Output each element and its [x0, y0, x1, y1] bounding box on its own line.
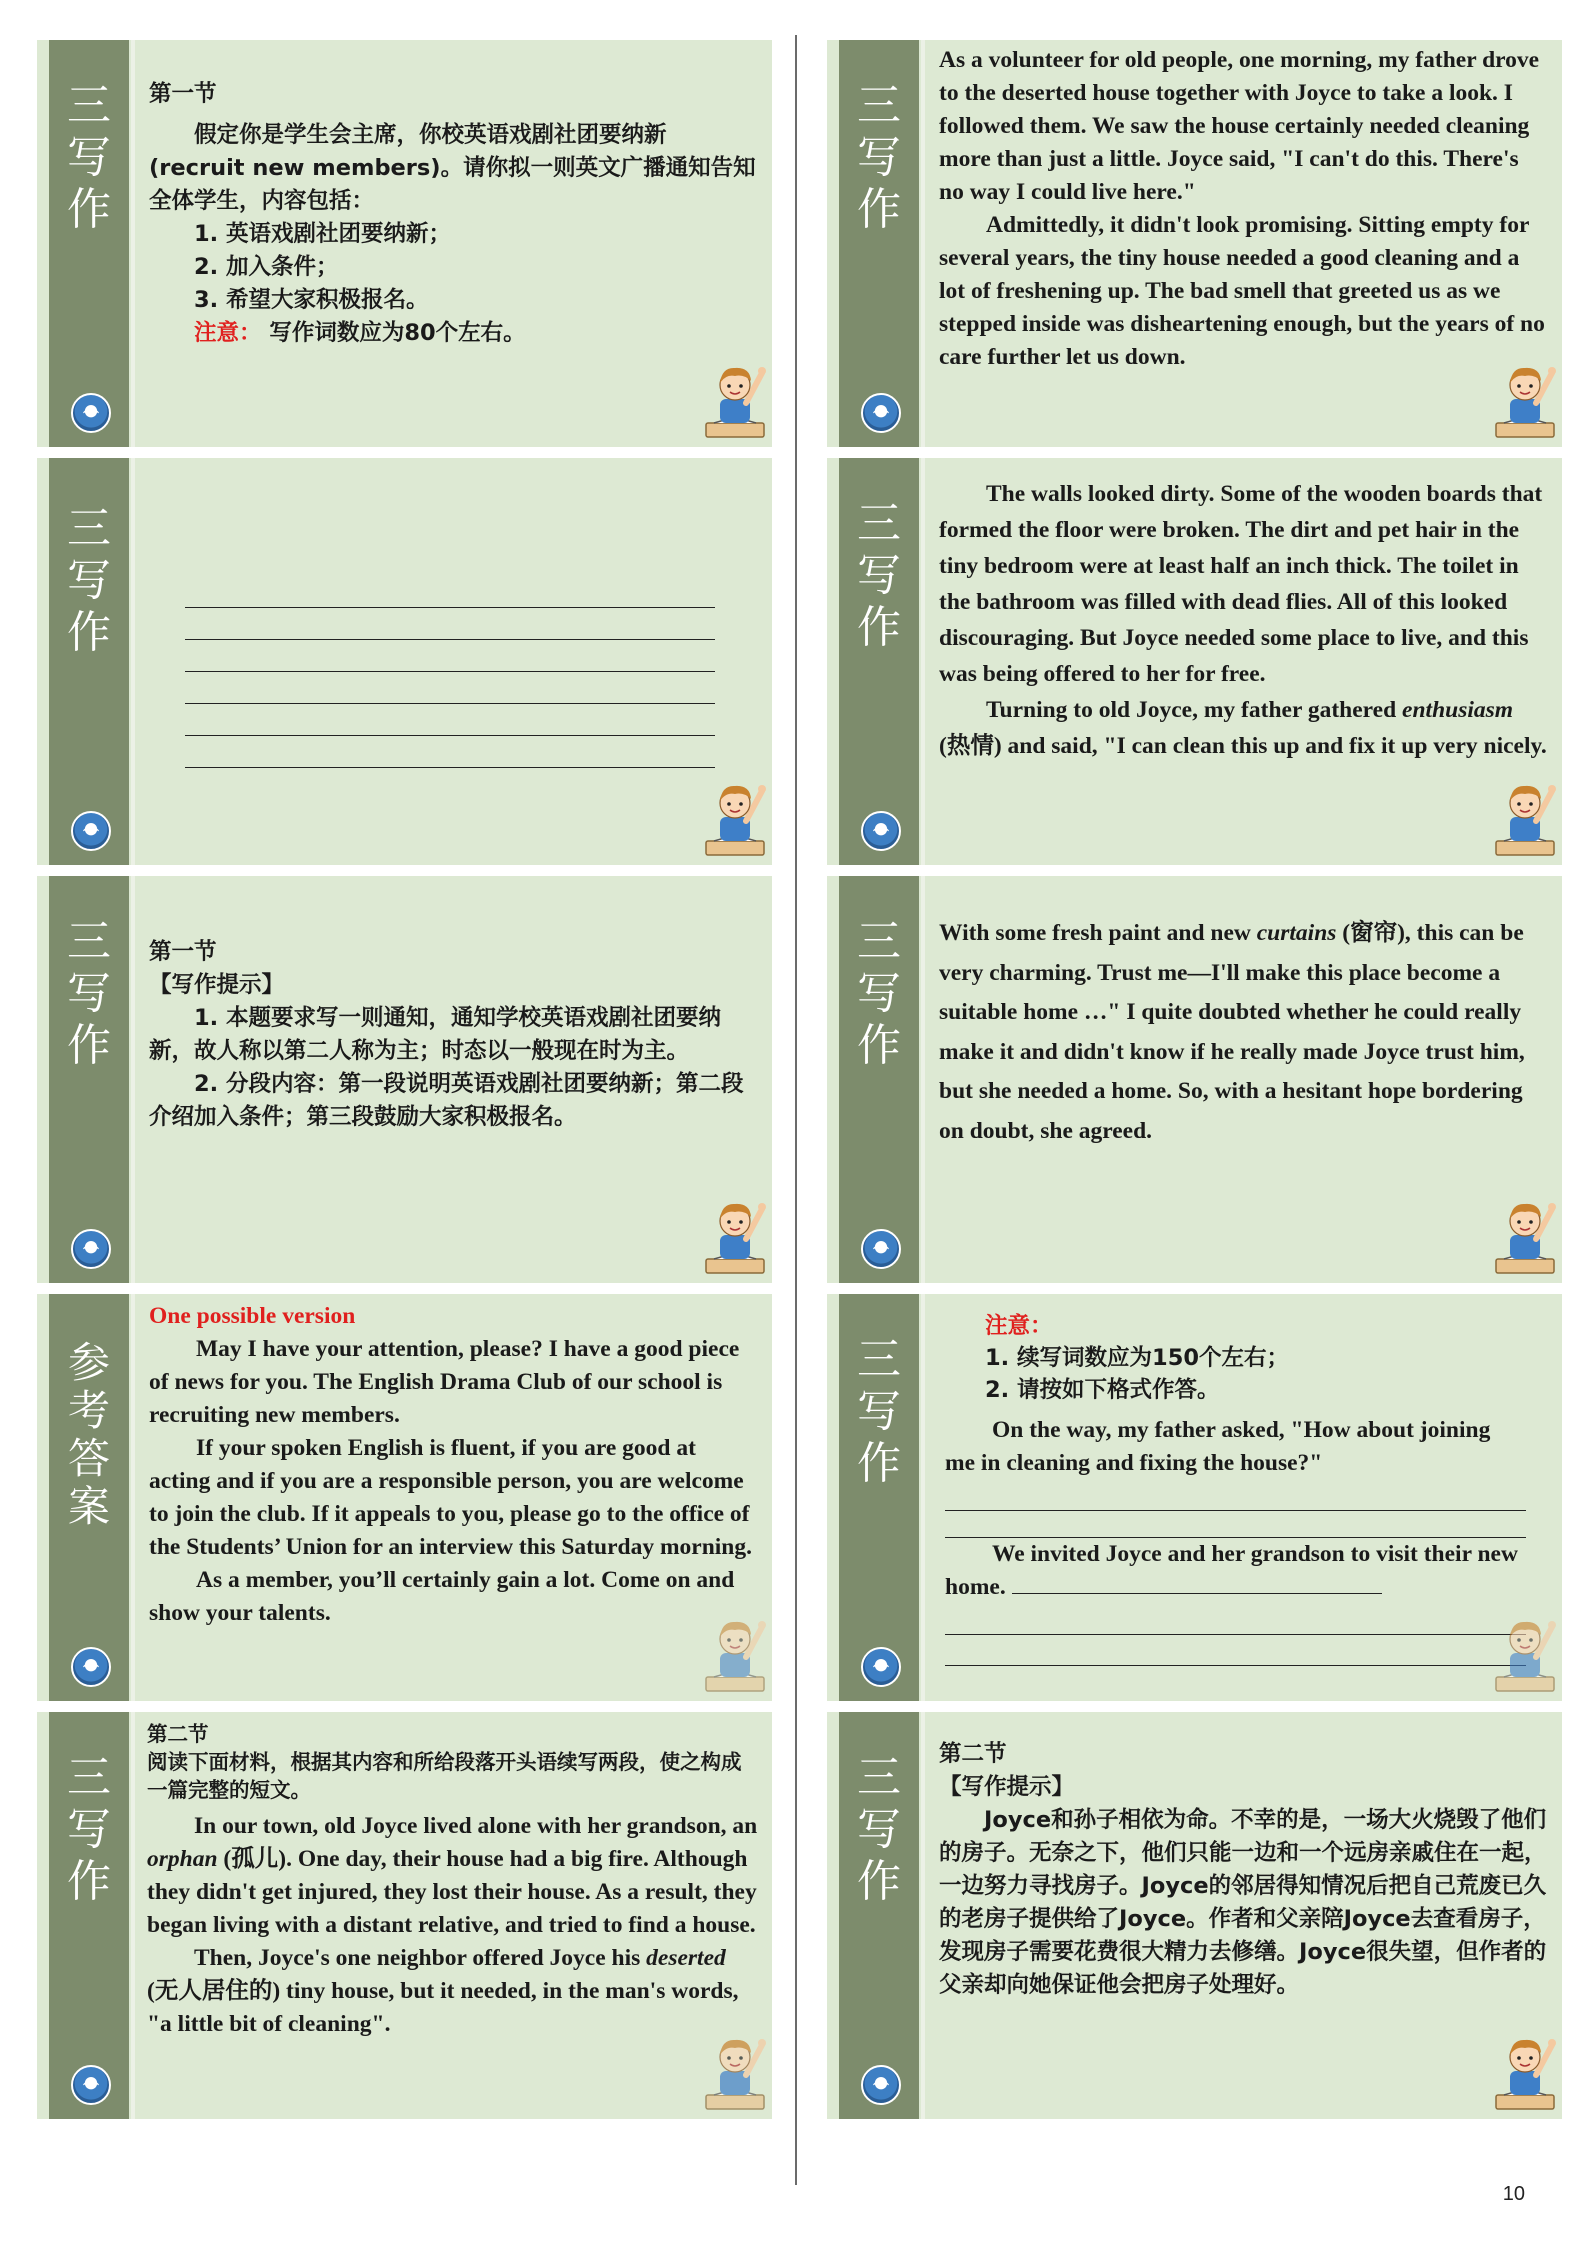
answer-paragraph: May I have your attention, please? I have a good piece of news for you. The English Drama Club of our school is recruiting new members. — [149, 1336, 740, 1428]
slide-continuation-material — [37, 1712, 772, 2119]
sidebar — [839, 1712, 919, 2119]
note-label: 注意： — [985, 1313, 1053, 1339]
slide-story-part-2 — [827, 458, 1562, 865]
answer-line[interactable] — [185, 608, 715, 640]
slide-continuation-format — [827, 1294, 1562, 1701]
slide-content — [939, 1738, 1548, 2002]
rule-item: 1. 续写词数应为150个左右； — [985, 1345, 1290, 1371]
sidebar — [49, 40, 129, 447]
answer-title: One possible version — [149, 1303, 356, 1329]
cartoon-student-mascot-icon — [702, 1613, 768, 1695]
note-text: 写作词数应为80个左右。 — [269, 320, 526, 346]
page-number: 10 — [1502, 2183, 1525, 2205]
sidebar-label: 三 写 作 — [67, 503, 111, 658]
answer-paragraph: As a member, you’ll certainly gain a lot. Come on and show your talents. — [149, 1567, 735, 1626]
sidebar-label: 三 写 作 — [857, 1752, 901, 1907]
sidebar — [839, 458, 919, 865]
slide-story-part-3 — [827, 876, 1562, 1283]
story-paragraph: Admittedly, it didn't look promising. Sitting empty for several years, the tiny house needed a good cleaning and a lot of freshening up. The bad smell that greeted us as we stepped inside was disheartening enough, but the years of no care further let us down. — [939, 212, 1545, 370]
sidebar-label: 三 写 作 — [67, 80, 111, 235]
rule-item: 2. 请按如下格式作答。 — [985, 1377, 1220, 1403]
cartoon-student-mascot-icon — [702, 1195, 768, 1277]
answer-paragraph: If your spoken English is fluent, if you are good at acting and if you are a responsible person, you are welcome to join the club. If it appeals to you, please go to the office of the Students’ Union for an interview this Saturday morning. — [149, 1435, 753, 1560]
school-logo-icon — [71, 1229, 111, 1269]
sidebar-label: 三 写 作 — [857, 80, 901, 235]
tips-text: Joyce和孙子相依为命。不幸的是，一场大火烧毁了他们的房子。无奈之下，他们只能一边和一个远房亲戚住在一起，一边努力寻找房子。Joyce的邻居得知情况后把自己荒废已久的老房子提供给了Joyce。作者和父亲陪Joyce去查看房子，发现房子需要花费很大精力去修缮。Joyce很失望，但作者的父亲却向她保证他会把房子处理好。 — [939, 1807, 1547, 1998]
sidebar-label: 三 写 作 — [857, 1334, 901, 1489]
answer-line[interactable] — [185, 576, 715, 608]
task-item: 2. 加入条件； — [194, 254, 339, 280]
cartoon-student-mascot-icon — [1492, 1195, 1558, 1277]
slide-content — [945, 1310, 1526, 1666]
school-logo-icon — [861, 393, 901, 433]
section-title: 第二节 — [147, 1722, 209, 1746]
sidebar — [49, 458, 129, 865]
answer-line[interactable] — [185, 672, 715, 704]
cartoon-student-mascot-icon — [702, 2031, 768, 2113]
answer-lines[interactable] — [185, 576, 715, 768]
sidebar — [839, 876, 919, 1283]
note-line — [149, 317, 758, 350]
slide-content — [147, 1720, 758, 2041]
answer-line[interactable] — [945, 1480, 1526, 1511]
slide-reference-answer — [37, 1294, 772, 1701]
slide-story-part-1 — [827, 40, 1562, 447]
story-paragraph: Then, Joyce's one neighbor offered Joyce his deserted (无人居住的) tiny house, but it needed, in the man's words, "a little bit of cleaning". — [147, 1945, 739, 2037]
instruction: 阅读下面材料，根据其内容和所给段落开头语续写两段，使之构成一篇完整的短文。 — [147, 1750, 742, 1802]
tips-heading: 【写作提示】 — [149, 972, 285, 998]
task-intro: 假定你是学生会主席，你校英语戏剧社团要纳新(recruit new members)。请你拟一则英文广播通知告知全体学生，内容包括： — [149, 122, 756, 214]
note-label: 注意： — [194, 320, 262, 346]
paragraph-start: We invited Joyce and her grandson to visit their new home. — [945, 1541, 1518, 1600]
answer-line[interactable] — [945, 1511, 1526, 1538]
slide-writing-lines — [37, 458, 772, 865]
slide-writing-tips-1 — [37, 876, 772, 1283]
school-logo-icon — [71, 1647, 111, 1687]
answer-line[interactable] — [1012, 1571, 1382, 1594]
story-paragraph: With some fresh paint and new curtains (窗帘), this can be very charming. Trust me—I'll make this place become a suitable home …" I quite doubted whether he could really make it and didn't know if he really made Joyce trust him, but she needed a home. So, with a hesitant hope bordering on doubt, she agreed. — [939, 920, 1525, 1144]
task-item: 1. 英语戏剧社团要纳新； — [194, 221, 452, 247]
sidebar — [49, 1712, 129, 2119]
section-title: 第一节 — [149, 81, 217, 107]
tip-item: 1. 本题要求写一则通知，通知学校英语戏剧社团要纳新，故人称以第二人称为主；时态以一般现在时为主。 — [149, 1005, 722, 1064]
paragraph-start: On the way, my father asked, "How about joining me in cleaning and fixing the house?" — [945, 1417, 1491, 1476]
section-title: 第一节 — [149, 939, 217, 965]
school-logo-icon — [71, 2065, 111, 2105]
sidebar-label: 三 写 作 — [857, 498, 901, 653]
slide-content — [939, 44, 1548, 374]
slide-content — [939, 914, 1548, 1151]
sidebar — [839, 40, 919, 447]
sidebar-label: 三 写 作 — [67, 916, 111, 1071]
cartoon-student-mascot-icon — [1492, 1613, 1558, 1695]
cartoon-student-mascot-icon — [1492, 777, 1558, 859]
answer-line[interactable] — [945, 1604, 1526, 1635]
sidebar-label: 三 写 作 — [67, 1752, 111, 1907]
sidebar-label: 参 考 答 案 — [67, 1338, 110, 1531]
sidebar — [839, 1294, 919, 1701]
school-logo-icon — [861, 2065, 901, 2105]
tip-item: 2. 分段内容：第一段说明英语戏剧社团要纳新；第二段介绍加入条件；第三段鼓励大家积极报名。 — [149, 1071, 744, 1130]
section-title: 第二节 — [939, 1741, 1007, 1767]
task-item: 3. 希望大家积极报名。 — [194, 287, 429, 313]
school-logo-icon — [861, 811, 901, 851]
sidebar — [49, 876, 129, 1283]
sidebar-label: 三 写 作 — [857, 916, 901, 1071]
tips-heading: 【写作提示】 — [939, 1774, 1075, 1800]
slide-content — [149, 936, 758, 1134]
story-paragraph: In our town, old Joyce lived alone with her grandson, an orphan (孤儿). One day, their house had a big fire. Although they didn't get injured, they lost their house. As a result, they began living with a distant relative, and tried to find a house. — [147, 1813, 758, 1938]
column-divider — [795, 35, 797, 2185]
school-logo-icon — [71, 393, 111, 433]
story-paragraph: The walls looked dirty. Some of the wooden boards that formed the floor were broken. The dirt and pet hair in the tiny bedroom were at least half an inch thick. The toilet in the bathroom was filled with dead flies. All of this looked discouraging. But Joyce needed some place to live, and this was being offered to her for free. — [939, 481, 1543, 687]
cartoon-student-mascot-icon — [1492, 359, 1558, 441]
cartoon-student-mascot-icon — [1492, 2031, 1558, 2113]
story-paragraph: Turning to old Joyce, my father gathered enthusiasm (热情) and said, "I can clean this up and fix it up very nicely. — [939, 697, 1547, 759]
slide-writing-task-1 — [37, 40, 772, 447]
slide-content — [149, 58, 758, 350]
slide-content — [939, 476, 1548, 764]
sidebar — [49, 1294, 129, 1701]
school-logo-icon — [861, 1647, 901, 1687]
answer-line[interactable] — [945, 1635, 1526, 1666]
answer-line[interactable] — [185, 736, 715, 768]
answer-line[interactable] — [185, 640, 715, 672]
cartoon-student-mascot-icon — [702, 777, 768, 859]
cartoon-student-mascot-icon — [702, 359, 768, 441]
school-logo-icon — [71, 811, 111, 851]
school-logo-icon — [861, 1229, 901, 1269]
answer-line[interactable] — [185, 704, 715, 736]
slide-writing-tips-2 — [827, 1712, 1562, 2119]
slide-content — [149, 1300, 758, 1630]
story-paragraph: As a volunteer for old people, one morning, my father drove to the deserted house together with Joyce to take a look. I followed them. We saw the house certainly needed cleaning more than just a little. Joyce said, "I can't do this. There's no way I could live here." — [939, 47, 1540, 205]
